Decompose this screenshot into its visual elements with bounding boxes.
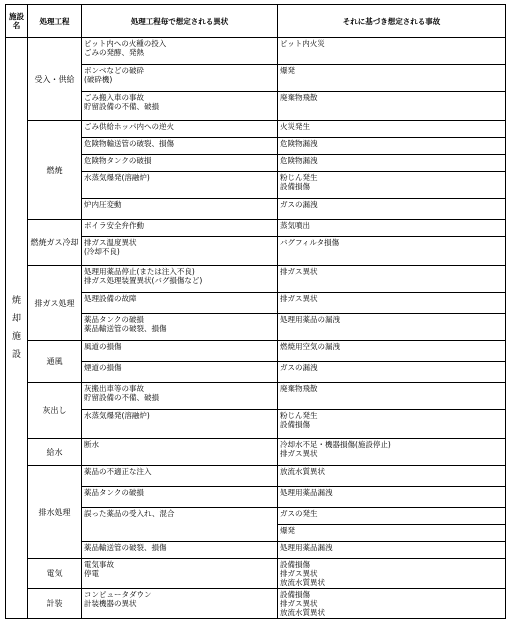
accident-cell: ガスの発生 [278,508,506,525]
header-process: 処理工程 [28,5,82,38]
accident-cell: 爆発 [278,525,506,542]
header-anomaly: 処理工程毎で想定される異状 [82,5,278,38]
process-cell: 排水処理 [28,466,82,559]
accident-cell: バグフィルタ損傷 [278,237,506,266]
process-cell: 計装 [28,589,82,619]
accident-cell: 粉じん発生 設備損傷 [278,410,506,439]
accident-cell: 燃焼用空気の漏洩 [278,341,506,362]
process-cell: 給水 [28,439,82,466]
anomaly-cell: コンピュータダウン 計装機器の異状 [82,589,278,619]
table-row [6,220,506,237]
accident-assumption-table [5,4,506,619]
anomaly-cell: 誤った薬品の受入れ、混合 [82,508,278,542]
accident-cell: 処理用薬品漏洩 [278,542,506,559]
anomaly-cell: 薬品の不適正な注入 [82,466,278,487]
header-facility-label: 施設名 [9,12,24,30]
header-facility [6,5,28,38]
header-row [6,5,506,38]
table-row [6,439,506,466]
process-cell: 燃焼ガス冷却 [28,220,82,266]
anomaly-cell: 危険物輸送管の破裂、損傷 [82,138,278,155]
process-cell: 灰出し [28,383,82,439]
accident-cell: 危険物漏洩 [278,138,506,155]
anomaly-cell: 煙道の損傷 [82,362,278,383]
process-cell: 通風 [28,341,82,383]
anomaly-cell: 灰搬出車等の事故 貯留設備の不備、破損 [82,383,278,410]
anomaly-cell: 炉内圧変動 [82,199,278,220]
table-row [6,559,506,589]
anomaly-cell: 処理設備の故障 [82,293,278,314]
anomaly-cell: ピット内への火種の投入 ごみの発酵、発熱 [82,38,278,65]
anomaly-cell: 電気事故 停電 [82,559,278,589]
accident-cell: 廃棄物飛散 [278,92,506,121]
process-cell: 電気 [28,559,82,589]
anomaly-cell: 処理用薬品停止(または注入不良) 排ガス処理装置異状(バグ損傷など) [82,266,278,293]
accident-cell: 危険物漏洩 [278,155,506,172]
accident-cell: 爆発 [278,65,506,92]
anomaly-cell: 薬品タンクの破損 薬品輸送管の破裂、損傷 [82,314,278,341]
accident-cell: 火災発生 [278,121,506,138]
anomaly-cell: ボンベなどの破砕 (破砕機) [82,65,278,92]
accident-cell: 廃棄物飛散 [278,383,506,410]
accident-cell: 冷却水不足・機器損傷(施設停止) 排ガス異状 [278,439,506,466]
accident-cell: 設備損傷 排ガス異状 放流水質異状 [278,589,506,619]
anomaly-cell: 危険物タンクの破損 [82,155,278,172]
process-cell: 排ガス処理 [28,266,82,341]
table-row [6,121,506,138]
table-row [6,466,506,487]
process-cell: 燃焼 [28,121,82,220]
process-cell: 受入・供給 [28,38,82,121]
accident-cell: 処理用薬品の漏洩 [278,314,506,341]
accident-cell: 蒸気噴出 [278,220,506,237]
accident-cell: 処理用薬品漏洩 [278,487,506,508]
accident-cell: 排ガス異状 [278,293,506,314]
table-row [6,341,506,362]
accident-cell: 放流水質異状 [278,466,506,487]
anomaly-cell: 風道の損傷 [82,341,278,362]
accident-cell: 粉じん発生 設備損傷 [278,172,506,199]
anomaly-cell: 水蒸気爆発(溶融炉) [82,410,278,439]
accident-cell: 排ガス異状 [278,266,506,293]
anomaly-cell: 薬品輸送管の破裂、損傷 [82,542,278,559]
anomaly-cell: 断水 [82,439,278,466]
anomaly-cell: 水蒸気爆発(溶融炉) [82,172,278,199]
anomaly-cell: ボイラ安全弁作動 [82,220,278,237]
facility-label: 焼 却 施 設 [11,296,21,360]
anomaly-cell: 薬品タンクの破損 [82,487,278,508]
facility-cell [6,38,28,619]
header-accident: それに基づき想定される事故 [278,5,506,38]
table-row [6,383,506,410]
anomaly-cell: ごみ搬入車の事故 貯留設備の不備、破損 [82,92,278,121]
accident-cell: ガスの漏洩 [278,362,506,383]
table-row [6,266,506,293]
table-row [6,38,506,65]
accident-cell: 設備損傷 排ガス異状 放流水質異状 [278,559,506,589]
anomaly-cell: 排ガス温度異状 (冷却不良) [82,237,278,266]
accident-table-sheet [5,4,505,617]
anomaly-cell: ごみ供給ホッパ内への逆火 [82,121,278,138]
accident-cell: ピット内火災 [278,38,506,65]
accident-cell: ガスの漏洩 [278,199,506,220]
